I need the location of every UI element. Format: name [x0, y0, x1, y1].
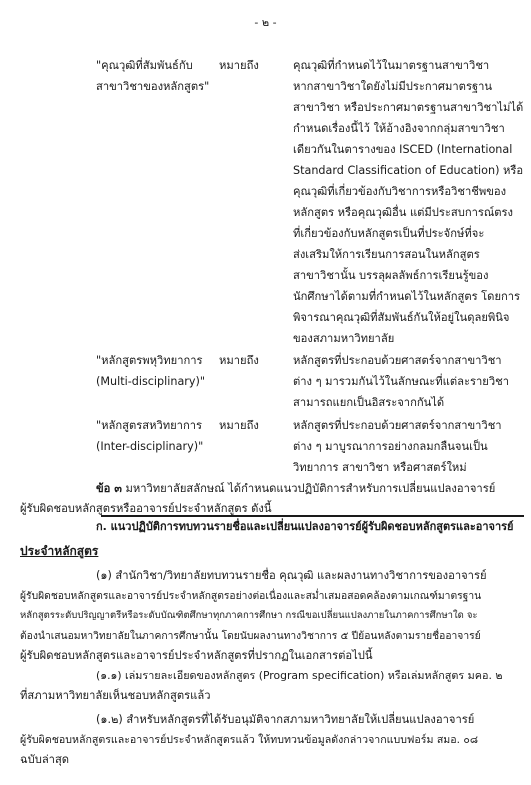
term-line: (Inter-disciplinary)"	[96, 440, 204, 453]
clause-3-label: ข้อ ๓	[96, 482, 122, 495]
section-heading-line-1: ก. แนวปฏิบัติการทบทวนรายชื่อและเปลี่ยนแปลงอาจารย์ผู้รับผิดชอบหลักสูตรและอาจารย์	[96, 520, 514, 533]
def-line: พิจารณาคุณวุฒิที่สัมพันธ์กันให้อยู่ในดุลยพินิจ	[293, 311, 510, 324]
def-line: คุณวุฒิที่เกี่ยวข้องกับวิชาการหรือวิชาชีพของ	[293, 185, 507, 198]
clause-3-text: มหาวิทยาลัยสลักษณ์ ได้กำหนดแนวปฏิบัติการสำหรับการเปลี่ยนแปลงอาจารย์	[121, 482, 496, 495]
def-line: ต่าง ๆ มารวมกันไว้ในลักษณะที่แต่ละรายวิชา	[293, 375, 510, 388]
definition-term-related-qualification	[96, 55, 214, 97]
item-1-1-line: (๑.๑) เล่มรายละเอียดของหลักสูตร (Program specification) หรือเล่มหลักสูตร มคอ. ๒	[96, 669, 503, 682]
definition-text-related-qualification	[293, 55, 524, 349]
item-1-line: หลักสูตรระดับปริญญาตรีหรือระดับบัณฑิตศึกษาทุกภาคการศึกษา กรณีขอเปลี่ยนแปลงภายในภาคการศึกษาใด จะ	[20, 610, 478, 621]
definition-means: หมายถึง	[219, 419, 259, 432]
term-line: "คุณวุฒิที่สัมพันธ์กับ	[96, 59, 193, 72]
def-line: สาขาวิชา หรือประกาศมาตรฐานสาขาวิชาไม่ได้	[293, 101, 524, 114]
definition-text-multidisciplinary	[293, 350, 518, 413]
strike-through-line	[101, 515, 524, 517]
page-number: - ๒ -	[254, 16, 277, 29]
def-line: ของสภามหาวิทยาลัย	[293, 332, 395, 345]
def-line: หลักสูตรที่ประกอบด้วยศาสตร์จากสาขาวิชา	[293, 354, 502, 367]
term-line: "หลักสูตรสหวิทยาการ	[96, 419, 203, 432]
definition-means: หมายถึง	[219, 59, 259, 72]
def-line: คุณวุฒิที่กำหนดไว้ในมาตรฐานสาขาวิชา	[293, 59, 490, 72]
def-line: สาขาวิชานั้น บรรลุผลลัพธ์การเรียนรู้ของ	[293, 269, 489, 282]
item-1-2-line: (๑.๒) สำหรับหลักสูตรที่ได้รับอนุมัติจากสภามหาวิทยาลัยให้เปลี่ยนแปลงอาจารย์	[96, 713, 475, 726]
def-line: ส่งเสริมให้การเรียนการสอนในหลักสูตร	[293, 248, 480, 261]
term-line: สาขาวิชาของหลักสูตร"	[96, 80, 210, 93]
def-line: สามารถแยกเป็นอิสระจากกันได้	[293, 396, 445, 409]
def-line: นักศึกษาได้ตามที่กำหนดไว้ในหลักสูตร โดยการ	[293, 290, 521, 303]
clause-3-line-2: ผู้รับผิดชอบหลักสูตรหรืออาจารย์ประจำหลักสูตร ดังนี้	[20, 502, 272, 515]
definition-text-interdisciplinary	[293, 415, 518, 478]
item-1-line: ต้องนำเสนอมหาวิทยาลัยในภาคการศึกษานั้น โดยนับผลงานทางวิชาการ ๕ ปีย้อนหลังตามรายชื่ออาจารย์	[20, 630, 481, 642]
definition-means: หมายถึง	[219, 354, 259, 367]
item-1-line: ผู้รับผิดชอบหลักสูตรและอาจารย์ประจำหลักสูตรที่ปรากฏในเอกสารต่อไปนี้	[20, 649, 373, 662]
section-heading-line-2: ประจำหลักสูตร	[20, 544, 99, 558]
definition-term-multidisciplinary	[96, 350, 214, 392]
def-line: กำหนดเรื่องนี้ไว้ ให้อ้างอิงจากกลุ่มสาขาวิชา	[293, 122, 505, 135]
clause-3-line-1	[96, 479, 495, 499]
item-1-1-line: ที่สภามหาวิทยาลัยเห็นชอบหลักสูตรแล้ว	[20, 689, 211, 702]
def-line: วิทยาการ สาขาวิชา หรือศาสตร์ใหม่	[293, 461, 467, 474]
term-line: (Multi-disciplinary)"	[96, 375, 206, 388]
item-1-2-line: ฉบับล่าสุด	[20, 753, 70, 766]
def-line: หลักสูตรที่ประกอบด้วยศาสตร์จากสาขาวิชา	[293, 419, 502, 432]
definition-term-interdisciplinary	[96, 415, 214, 457]
def-line: ต่าง ๆ มาบูรณาการอย่างกลมกลืนจนเป็น	[293, 440, 488, 453]
def-line: Standard Classification of Education) หรือ	[293, 164, 524, 177]
def-line: หากสาขาวิชาใดยังไม่มีประกาศมาตรฐาน	[293, 80, 493, 93]
item-1-2-line: ผู้รับผิดชอบหลักสูตรและอาจารย์ประจำหลักสูตรแล้ว ให้ทบทวนข้อมูลดังกล่าวจากแบบฟอร์ม สมอ. ๐๘	[20, 734, 479, 746]
item-1-line: ผู้รับผิดชอบหลักสูตรและอาจารย์ประจำหลักสูตรอย่างต่อเนื่องและสม่ำเสมอสอดคล้องตามเกณฑ์มาตรฐาน	[20, 590, 482, 602]
term-line: "หลักสูตรพหุวิทยาการ	[96, 354, 203, 367]
def-line: ที่เกี่ยวข้องกับหลักสูตรเป็นที่ประจักษ์ที่จะ	[293, 227, 485, 240]
def-line: เดียวกันในตารางของ ISCED (International	[293, 143, 513, 156]
def-line: หลักสูตร หรือคุณวุฒิอื่น แต่มีประสบการณ์ตรง	[293, 206, 514, 219]
item-1-line: (๑) สำนักวิชา/วิทยาลัยทบทวนรายชื่อ คุณวุฒิ และผลงานทางวิชาการของอาจารย์	[96, 569, 487, 582]
